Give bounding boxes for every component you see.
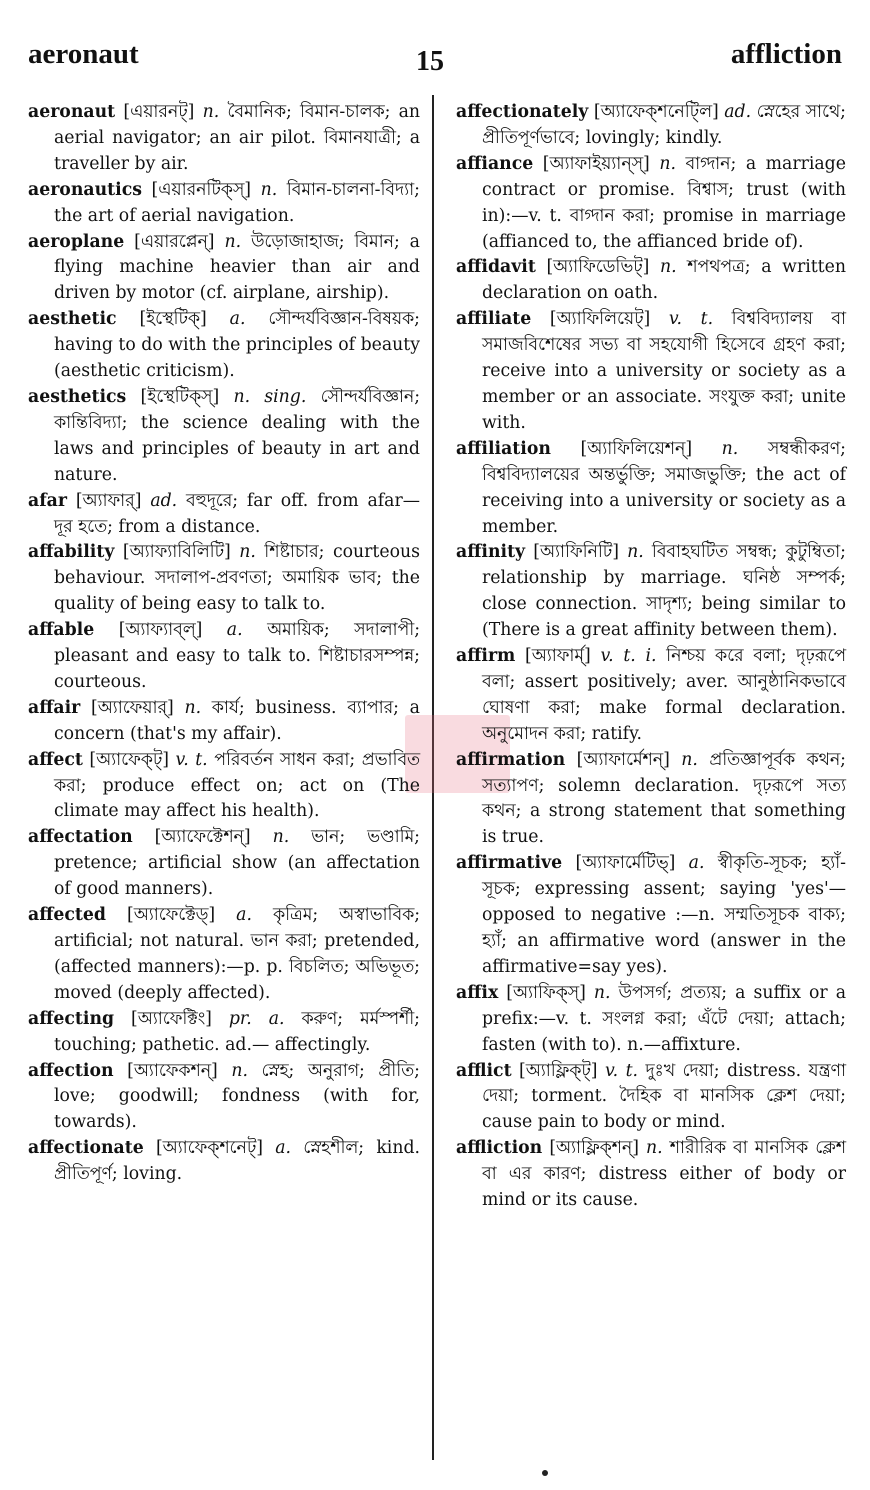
entry-pronunciation: [অ্যাফার্] xyxy=(75,490,142,511)
dictionary-entry xyxy=(28,489,420,541)
dictionary-entry xyxy=(28,1059,420,1137)
entry-pos: pr. a. xyxy=(228,1008,285,1029)
entry-headword: affirmative xyxy=(456,853,563,874)
dictionary-entry xyxy=(28,618,420,696)
bottom-dot xyxy=(542,1470,548,1476)
entry-pos: v. t. i. xyxy=(600,646,657,667)
entry-definition: উড়োজাহাজ; বিমান; a flying machine heavier than air and driven by motor (cf. airplane, airship). xyxy=(54,231,420,304)
entry-pos: n. xyxy=(660,257,677,278)
entry-pronunciation: [এয়ারনটিক্স্] xyxy=(151,179,252,200)
entry-pronunciation: [অ্যাফিনিটি] xyxy=(533,542,619,563)
entry-headword: aeroplane xyxy=(28,231,125,252)
dictionary-entry xyxy=(28,1007,420,1059)
entry-definition: উপসর্গ; প্রত্যয়; a suffix or a prefix:—v. t. সংলগ্ন করা; এঁটে দেয়া; attach; fasten (with to). n.—affixture. xyxy=(482,982,846,1055)
entry-definition: ভান; ভণ্ডামি; pretence; artificial show (an affectation of good manners). xyxy=(54,827,420,900)
entry-headword: affiance xyxy=(456,153,534,174)
entry-definition: বহুদূরে; far off. from afar— দূর হতে; from a distance. xyxy=(54,490,421,537)
entry-pos: n. xyxy=(681,749,698,770)
entry-headword: affectionate xyxy=(28,1138,144,1159)
entry-headword: affection xyxy=(28,1060,114,1081)
entry-definition: পরিবর্তন সাধন করা; প্রভাবিত করা; produce effect on; act on (The climate may affect his health). xyxy=(54,749,421,822)
dictionary-entry xyxy=(28,230,420,308)
dictionary-entry xyxy=(456,255,846,307)
page-number: 15 xyxy=(416,46,444,77)
entry-pos: ad. xyxy=(150,490,178,511)
entry-pronunciation: [অ্যাফেক্টেশন্] xyxy=(154,827,251,848)
entry-headword: affix xyxy=(456,982,499,1003)
dictionary-entry xyxy=(456,748,846,852)
entry-definition: বিমান-চালনা-বিদ্যা; the art of aerial navigation. xyxy=(54,179,420,226)
entry-definition: প্রতিজ্ঞাপূর্বক কথন; সত্যাপণ; solemn declaration. দৃঢ়রূপে সত্য কথন; a strong statement that something is true. xyxy=(482,749,846,848)
entry-pronunciation: [অ্যাফেক্ট্] xyxy=(89,749,169,770)
entry-pronunciation: [অ্যাফ্যাবিলিটি] xyxy=(122,542,231,563)
entry-definition: সৌন্দর্যবিজ্ঞান-বিষয়ক; having to do with the principles of beauty (aesthetic criticism). xyxy=(54,309,420,382)
dictionary-entry xyxy=(456,1136,846,1214)
dictionary-entry xyxy=(28,307,420,385)
entry-definition: দুঃখ দেয়া; distress. যন্ত্রণা দেয়া; torment. দৈহিক বা মানসিক ক্লেশ দেয়া; cause pain to body or mind. xyxy=(482,1060,846,1133)
left-column xyxy=(28,100,420,1188)
entry-definition: কার্য; business. ব্যাপার; a concern (that's my affair). xyxy=(54,697,420,744)
entry-pos: n. xyxy=(659,153,676,174)
entry-headword: affliction xyxy=(456,1138,543,1159)
dictionary-entry xyxy=(28,903,420,1007)
entry-pos: a. xyxy=(229,309,246,330)
entry-pronunciation: [এয়ারনট্] xyxy=(123,102,195,122)
entry-headword: affidavit xyxy=(456,257,536,278)
entry-headword: affability xyxy=(28,542,115,563)
entry-pos: n. xyxy=(272,827,290,848)
entry-headword: affair xyxy=(28,697,81,718)
entry-definition: শারীরিক বা মানসিক ক্লেশ বা এর কারণ; distress either of body or mind or its cause. xyxy=(482,1138,846,1211)
entry-pronunciation: [অ্যাফিডেভিট্] xyxy=(546,257,650,278)
entry-pronunciation: [ইস্থেটিক্স্] xyxy=(140,386,220,407)
dictionary-entry xyxy=(456,540,846,644)
dictionary-entry xyxy=(28,825,420,903)
entry-pronunciation: [অ্যাফেক্শনেট্লি] xyxy=(593,102,719,122)
entry-definition: বিবাহঘটিত সম্বন্ধ; কুটুম্বিতা; relationship by marriage. ঘনিষ্ঠ সম্পর্ক; close connection. সাদৃশ্য; being similar to (There is a great affinity between them). xyxy=(482,542,846,641)
entry-headword: aesthetics xyxy=(28,386,127,407)
entry-pos: a. xyxy=(275,1138,291,1159)
entry-definition: অমায়িক; সদালাপী; pleasant and easy to talk to. শিষ্টাচারসম্পন্ন; courteous. xyxy=(54,620,421,692)
dictionary-entry xyxy=(456,644,846,748)
entry-headword: affectation xyxy=(28,827,133,848)
entry-pronunciation: [অ্যাফ্যাব্ল্] xyxy=(118,620,203,641)
dictionary-entry xyxy=(456,437,846,541)
dictionary-entry xyxy=(456,851,846,981)
dictionary-entry xyxy=(456,100,846,152)
dictionary-entry xyxy=(456,307,846,437)
entry-definition: স্বীকৃতি-সূচক; হ্যাঁ-সূচক; expressing assent; saying 'yes'—opposed to negative :—n. সম্মতিসূচক বাক্য; হ্যাঁ; an affirmative word (answer in the affirmative=say yes). xyxy=(482,853,847,977)
entry-definition: বাগ্দান; a marriage contract or promise. বিশ্বাস; trust (with in):—v. t. বাগ্দান করা; promise in marriage (affianced to, the affianced bride of). xyxy=(482,153,846,252)
entry-pronunciation: [অ্যাফেক্টিং] xyxy=(131,1008,212,1029)
entry-headword: affirm xyxy=(456,646,516,667)
entry-pos: n. xyxy=(224,231,242,252)
entry-pos: n. xyxy=(184,697,202,718)
entry-pronunciation: [এয়ারপ্লেন্] xyxy=(134,231,215,252)
dictionary-entry xyxy=(28,1136,420,1188)
entry-pos: n. xyxy=(231,1060,248,1081)
entry-headword: affable xyxy=(28,620,95,641)
entry-pronunciation: [অ্যাফিলিয়েশন্] xyxy=(580,438,693,459)
dictionary-entry xyxy=(456,152,846,256)
entry-pos: v. t. xyxy=(175,749,208,770)
entry-headword: afar xyxy=(28,490,67,511)
entry-pronunciation: [অ্যাফিলিয়েট্] xyxy=(549,309,651,330)
entry-pos: n. sing. xyxy=(233,386,307,407)
entry-headword: affecting xyxy=(28,1008,115,1029)
entry-pronunciation: [অ্যাফ্লিক্শন্] xyxy=(549,1138,639,1159)
dictionary-entry xyxy=(28,540,420,618)
entry-pos: ad. xyxy=(724,102,752,122)
header-right-guideword: affliction xyxy=(730,38,842,70)
entry-definition: সৌন্দর্যবিজ্ঞান; কান্তিবিদ্যা; the science dealing with the laws and principles of beauty in art and nature. xyxy=(54,386,421,485)
entry-pos: n. xyxy=(260,179,278,200)
entry-pos: n. xyxy=(721,438,739,459)
header-left-guideword: aeronaut xyxy=(28,38,139,70)
entry-definition: কৃত্রিম; অস্বাভাবিক; artificial; not natural. ভান করা; pretended, (affected manners):—p. p. বিচলিত; অভিভূত; moved (deeply affected). xyxy=(54,905,421,1003)
entry-headword: affected xyxy=(28,905,106,926)
entry-definition: করুণ; মর্মস্পর্শী; touching; pathetic. ad.— affectingly. xyxy=(54,1008,420,1055)
dictionary-entry xyxy=(456,1059,846,1137)
entry-headword: afflict xyxy=(456,1060,512,1081)
dictionary-entry xyxy=(28,748,420,826)
dictionary-entry xyxy=(456,981,846,1059)
entry-pos: a. xyxy=(226,620,243,641)
entry-definition: বৈমানিক; বিমান-চালক; an aerial navigator; an air pilot. বিমানযাত্রী; a traveller by air. xyxy=(54,102,421,174)
entry-pos: n. xyxy=(646,1138,663,1159)
entry-pronunciation: [অ্যাফেক্টেড্] xyxy=(127,905,216,926)
entry-definition: স্নেহশীল; kind. প্রীতিপূর্ণ; loving. xyxy=(54,1138,421,1185)
entry-definition: সম্বন্ধীকরণ; বিশ্ববিদ্যালয়ের অন্তর্ভুক্তি; সমাজভুক্তি; the act of receiving into a university or society as a member. xyxy=(482,438,846,537)
entry-pronunciation: [অ্যাফার্মেশন্] xyxy=(576,749,670,770)
entry-headword: aesthetic xyxy=(28,309,117,330)
dictionary-entry xyxy=(28,696,420,748)
entry-pos: v. t. xyxy=(668,309,714,330)
entry-definition: স্নেহের সাথে; প্রীতিপূর্ণভাবে; lovingly; kindly. xyxy=(482,102,846,148)
entry-headword: affinity xyxy=(456,542,526,563)
entry-headword: affiliate xyxy=(456,309,532,330)
entry-pronunciation: [অ্যাফাইয়্যান্স্] xyxy=(542,153,650,174)
entry-pronunciation: [অ্যাফ্লিক্ট্] xyxy=(519,1060,598,1081)
entry-headword: aeronautics xyxy=(28,179,142,200)
entry-pos: a. xyxy=(688,853,705,874)
entry-pos: n. xyxy=(202,102,220,122)
entry-definition: স্নেহ; অনুরাগ; প্রীতি; love; goodwill; fondness (with for, towards). xyxy=(54,1060,420,1133)
entry-pos: n. xyxy=(593,982,611,1003)
entry-definition: বিশ্ববিদ্যালয় বা সমাজবিশেষের সভ্য বা সহযোগী হিসেবে গ্রহণ করা; receive into a university or society as a member or an associate. সংযুক্ত করা; unite with. xyxy=(482,309,846,433)
entry-headword: affirmation xyxy=(456,749,566,770)
entry-definition: শপথপত্র; a written declaration on oath. xyxy=(482,257,846,304)
entry-definition: শিষ্টাচার; courteous behaviour. সদালাপ-প্রবণতা; অমায়িক ভাব; the quality of being easy to talk to. xyxy=(54,542,421,615)
entry-headword: affectionately xyxy=(456,102,589,122)
dictionary-entry xyxy=(28,100,420,178)
entry-pos: v. t. xyxy=(604,1060,639,1081)
entry-pos: n. xyxy=(239,542,256,563)
entry-pronunciation: [অ্যাফেয়ার্] xyxy=(90,697,174,718)
right-column xyxy=(456,100,846,1214)
entry-pronunciation: [অ্যাফেক্শনেট্] xyxy=(155,1138,263,1159)
entry-pos: a. xyxy=(236,905,252,926)
entry-definition: নিশ্চয় করে বলা; দৃঢ়রূপে বলা; assert positively; aver. আনুষ্ঠানিকভাবে ঘোষণা করা; make formal declaration. অনুমোদন করা; ratify. xyxy=(482,646,846,744)
entry-pronunciation: [অ্যাফার্মেটিভ্] xyxy=(575,853,676,874)
entry-pronunciation: [অ্যাফেকশন্] xyxy=(127,1060,218,1081)
dictionary-entry xyxy=(28,385,420,489)
entry-pronunciation: [অ্যাফিক্স্] xyxy=(506,982,586,1003)
entry-pos: n. xyxy=(627,542,644,563)
entry-headword: affect xyxy=(28,749,83,770)
entry-pronunciation: [অ্যাফার্ম্] xyxy=(525,646,591,667)
entry-headword: aeronaut xyxy=(28,102,116,122)
dictionary-entry xyxy=(28,178,420,230)
entry-headword: affiliation xyxy=(456,438,551,459)
entry-pronunciation: [ইস্থেটিক্] xyxy=(139,309,207,330)
